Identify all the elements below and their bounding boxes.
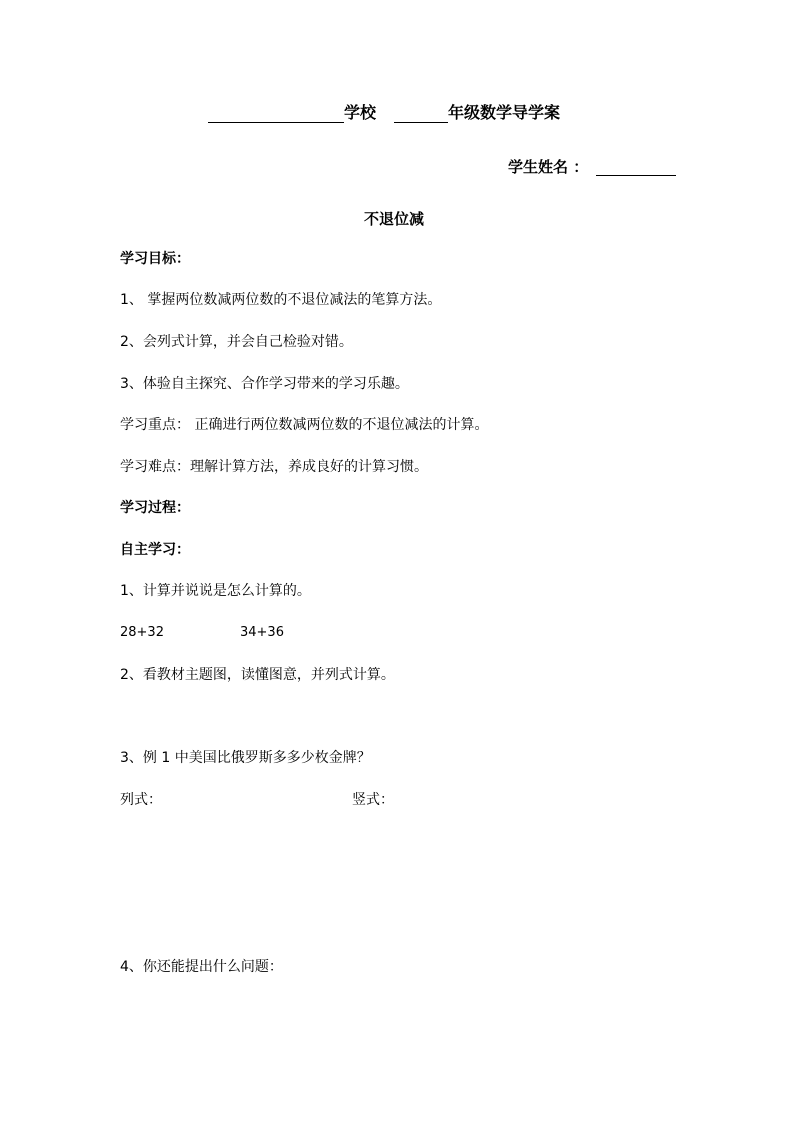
goal-item-1: 1、 掌握两位数减两位数的不退位减法的笔算方法。 bbox=[120, 292, 442, 308]
student-name-blank[interactable] bbox=[596, 159, 676, 176]
student-name-label: 学生姓名 ： bbox=[508, 158, 589, 176]
grade-suffix: 年级数学导学案 bbox=[448, 103, 561, 122]
school-suffix: 学校 bbox=[344, 103, 377, 122]
goals-heading: 学习目标： bbox=[120, 251, 190, 267]
expression-1: 28+32 bbox=[120, 625, 164, 640]
grade-blank[interactable] bbox=[394, 106, 448, 123]
learning-focus: 学习重点： 正确进行两位数减两位数的不退位减法的计算。 bbox=[120, 417, 489, 433]
task-3: 3、例 1 中美国比俄罗斯多多少枚金牌？ bbox=[120, 750, 371, 766]
self-study-heading: 自主学习： bbox=[120, 542, 190, 558]
formula-label: 列式： bbox=[120, 792, 162, 808]
process-heading: 学习过程： bbox=[120, 500, 190, 516]
goal-item-2: 2、会列式计算，并会自己检验对错。 bbox=[120, 334, 353, 350]
task-2: 2、看教材主题图，读懂图意，并列式计算。 bbox=[120, 667, 395, 683]
worksheet-header bbox=[208, 103, 560, 123]
task-4: 4、你还能提出什么问题： bbox=[120, 959, 283, 975]
vertical-calc-label: 竖式： bbox=[352, 792, 394, 808]
task-1: 1、计算并说说是怎么计算的。 bbox=[120, 583, 311, 599]
student-name-row bbox=[508, 158, 676, 176]
expression-2: 34+36 bbox=[240, 625, 284, 640]
learning-difficulty: 学习难点：理解计算方法，养成良好的计算习惯。 bbox=[120, 459, 428, 475]
lesson-title: 不退位减 bbox=[364, 210, 425, 228]
goal-item-3: 3、体验自主探究、合作学习带来的学习乐趣。 bbox=[120, 376, 409, 392]
school-name-blank[interactable] bbox=[208, 106, 344, 123]
